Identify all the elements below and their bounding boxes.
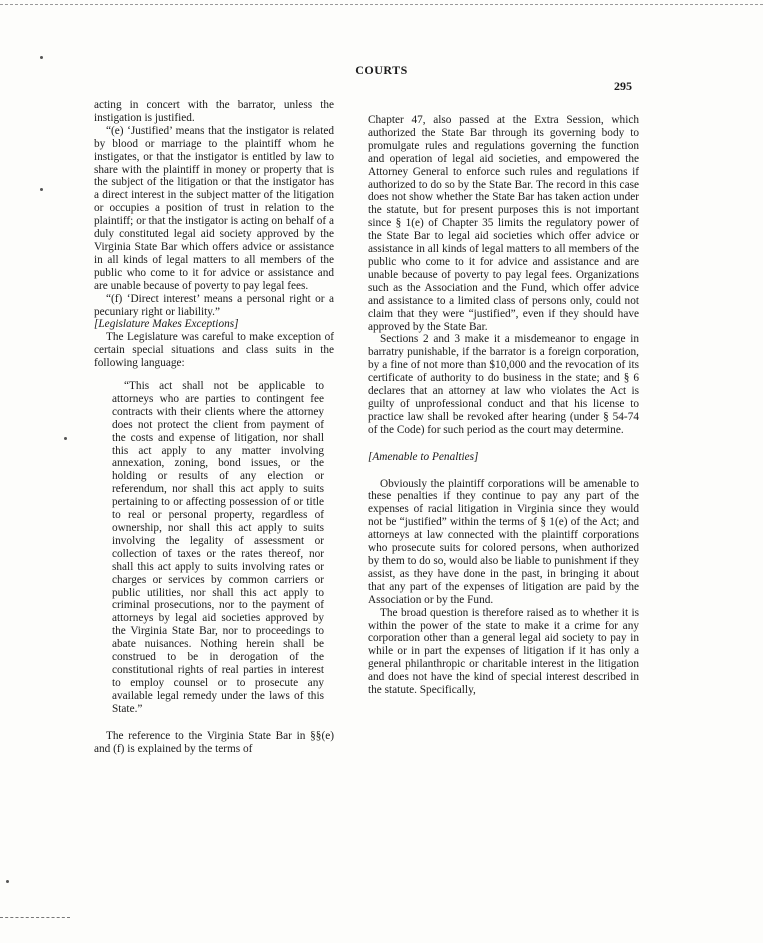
left-column bbox=[94, 99, 334, 755]
scan-speck bbox=[40, 56, 43, 59]
paragraph: Chapter 47, also passed at the Extra Session, which authorized the State Bar through its governing body to promulgate rules and regulations governing the function and operation of legal aid societies, and empowered the Attorney General to enforce such rules and regulations if authorized to do so by the State Bar. The record in this case does not show whether the State Bar has taken action under the statute, but for present purposes this is not important since § 1(e) of Chapter 35 limits the regulatory power of the State Bar to legal aid societies which offer advice or assistance in all kinds of legal matters to all members of the public who come to it for advice and assistance and are unable because of poverty to pay legal fees. Organizations such as the Association and the Fund, which offer advice and assistance to a limited class of persons only, could not claim that they were “justified”, even if they should have approved by the State Bar. bbox=[368, 114, 639, 333]
paragraph: “(f) ‘Direct interest’ means a personal right or a pecuniary right or liability.” bbox=[94, 292, 334, 318]
paragraph: The reference to the Virginia State Bar in §§(e) and (f) is explained by the terms of bbox=[94, 729, 334, 755]
paragraph: The Legislature was careful to make exception of certain special situations and class suits in the following language: bbox=[94, 331, 334, 370]
paragraph: Obviously the plaintiff corporations will be amenable to these penalties if they continue to pay any part of the expenses of racial litigation in Virginia since they would not be “justified” within the terms of § 1(e) of the Act; and attorneys at law connected with the plaintiff corporations who prosecute suits for colored persons, when authorized by them to do so, would also be liable to punishment if they assist, as they have done in the past, in bringing it about that any part of the expenses of litigation are paid by the Association or by the Fund. bbox=[368, 477, 639, 606]
section-heading: [Amenable to Penalties] bbox=[368, 450, 479, 463]
paragraph: Sections 2 and 3 make it a misdemeanor to engage in barratry punishable, if the barrator is a foreign corporation, by a fine of not more than $10,000 and the revocation of its certificate of authority to do business in the state; and § 6 declares that an attorney at law who violates the Act is guilty of unprofessional conduct and that his license to practice law shall be revoked after hearing (under § 54-74 of the Code) for such period as the court may determine. bbox=[368, 333, 639, 436]
block-quote bbox=[112, 380, 324, 716]
section-heading: [Legislature Makes Exceptions] bbox=[94, 318, 239, 331]
quote-text: “This act shall not be applicable to attorneys who are parties to contingent fee contracts with their clients where the attorney does not protect the client from payment of the costs and expense of litigation, nor shall this act apply to any matter involving annexation, zoning, bond issues, or the holding or results of any election or referendum, nor shall this act apply to suits pertaining to or affecting possession of or title to real or personal property, regardless of ownership, nor shall this act apply to suits involving the legality of assessment or collection of taxes or the rates thereof, nor shall this act apply to suits involving rates or charges or services by common carriers or public utilities, nor shall this act apply to criminal prosecutions, nor to the payment of attorneys by legal aid societies approved by the Virginia State Bar, nor to proceedings to abate nuisances. Nothing herein shall be construed to be in derogation of the constitutional rights of real parties in interest to employ counsel or to prosecute any available legal remedy under the laws of this State.” bbox=[112, 380, 324, 715]
page-top-border bbox=[0, 4, 763, 5]
scan-speck bbox=[40, 188, 43, 191]
scan-edge-mark bbox=[0, 917, 70, 918]
page-number: 295 bbox=[614, 79, 632, 93]
paragraph: acting in concert with the barrator, unless the instigation is justified. bbox=[94, 99, 334, 124]
paragraph: The broad question is therefore raised as to whether it is within the power of the state to make it a crime for any corporation other than a general legal aid society to pay in while or in part the expenses of litigation if it has only a general philanthropic or charitable interest in the litigation and does not have the kind of special interest described in the statute. Specifically, bbox=[368, 606, 639, 697]
paragraph: “(e) ‘Justified’ means that the instigator is related by blood or marriage to the plaintiff whom he instigates, or that the instigator is entitled by law to share with the plaintiff in money or property that is the subject of the litigation or that the instigator has a direct interest in the subject matter of the litigation or occupies a position of trust in relation to the plaintiff; or that the instigator is acting on behalf of a duly constituted legal aid society approved by the Virginia State Bar which offers advice or assistance in all kinds of legal matters to all members of the public who come to it for advice or assistance and are unable because of poverty to pay legal fees. bbox=[94, 124, 334, 292]
scan-speck bbox=[6, 880, 9, 883]
scan-speck bbox=[64, 437, 67, 440]
right-column bbox=[368, 114, 639, 697]
running-head: COURTS bbox=[355, 63, 408, 77]
